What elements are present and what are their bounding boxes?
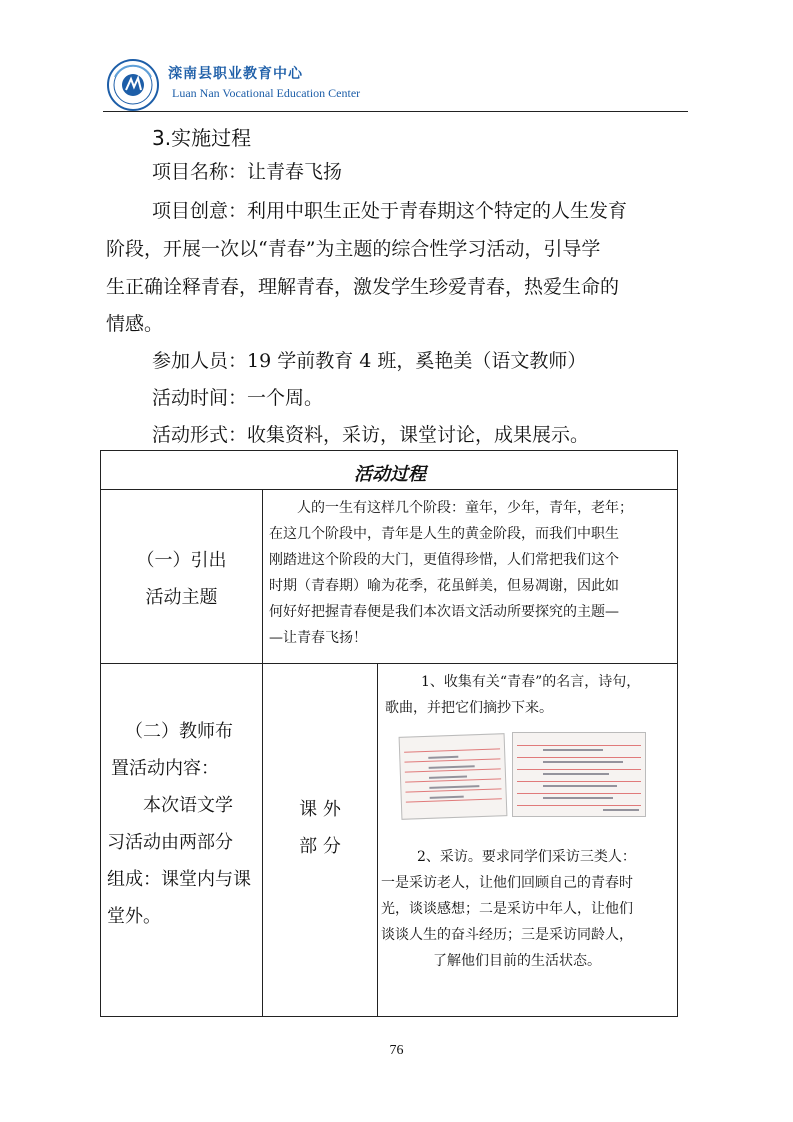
row2-middle-line: 课 外 [299, 799, 341, 820]
table-divider [377, 663, 378, 1016]
page-number: 76 [389, 1043, 404, 1058]
task1-text [385, 669, 675, 721]
activity-time-line: 活动时间：一个周。 [152, 387, 324, 409]
header-divider [103, 111, 688, 112]
intro-line: 何好好把握青春便是我们本次语文活动所要探究的主题— [269, 604, 619, 620]
intro-line: 刚踏进这个阶段的大门，更值得珍惜，人们常把我们这个 [269, 552, 619, 568]
row2-left-line: （二）教师布 [125, 721, 233, 742]
task1-line: 歌曲，并把它们摘抄下来。 [385, 700, 553, 716]
intro-line: —让青春飞扬！ [269, 630, 367, 646]
table-title: 活动过程 [354, 464, 426, 485]
row1-right-cell [269, 495, 673, 651]
task2-line: 了解他们目前的生活状态。 [433, 953, 601, 969]
row1-left-line: 活动主题 [145, 587, 218, 608]
intro-line: 人的一生有这样几个阶段：童年，少年，青年，老年； [297, 500, 633, 516]
handwritten-notes-photo [399, 733, 508, 820]
row2-left-line: 堂外。 [107, 906, 161, 927]
row1-left-cell [101, 542, 262, 616]
handwritten-notes-photo [512, 732, 646, 817]
table-divider [101, 489, 677, 490]
task2-line: 谈谈人生的奋斗经历；三是采访同龄人， [381, 927, 633, 943]
page-header [0, 0, 793, 115]
school-emblem-icon [107, 59, 159, 111]
task2-line: 光，谈谈感想；二是采访中年人，让他们 [381, 901, 633, 917]
section-title: 3.实施过程 [152, 126, 252, 150]
table-divider [262, 489, 263, 1016]
table-divider [101, 663, 677, 664]
organization-name-en: Luan Nan Vocational Education Center [172, 86, 361, 100]
row1-left-line: （一）引出 [136, 550, 227, 571]
organization-name-cn: 滦南县职业教育中心 [168, 66, 303, 82]
row2-left-line: 组成：课堂内与课 [107, 869, 251, 890]
row2-left-line: 置活动内容： [111, 758, 219, 779]
row2-middle-cell [263, 791, 377, 865]
project-name-line: 项目名称：让青春飞扬 [152, 161, 343, 183]
intro-line: 时期（青春期）喻为花季，花虽鲜美，但易凋谢，因此如 [269, 578, 619, 594]
project-idea-line-3: 生正确诠释青春，理解青春，激发学生珍爱青春，热爱生命的 [106, 276, 620, 298]
activity-process-table [100, 450, 678, 1017]
row2-left-cell [107, 713, 257, 935]
row2-middle-line: 部 分 [299, 836, 341, 857]
intro-line: 在这几个阶段中，青年是人生的黄金阶段，而我们中职生 [269, 526, 619, 542]
participants-line: 参加人员：19 学前教育 4 班，奚艳美（语文教师） [152, 350, 587, 372]
task2-line: 一是采访老人，让他们回顾自己的青春时 [381, 875, 633, 891]
activity-form-line: 活动形式：收集资料，采访，课堂讨论，成果展示。 [152, 424, 590, 446]
project-idea-line-1: 项目创意：利用中职生正处于青春期这个特定的人生发育 [152, 200, 628, 222]
task2-text [381, 844, 675, 974]
task1-line: 1、收集有关“青春”的名言，诗句， [421, 674, 641, 690]
project-idea-line-2: 阶段，开展一次以“青春”为主题的综合性学习活动，引导学 [106, 238, 601, 260]
task2-line: 2、采访。要求同学们采访三类人： [417, 849, 636, 865]
row2-left-line: 习活动由两部分 [107, 832, 233, 853]
project-idea-line-4: 情感。 [106, 313, 164, 335]
row2-left-line: 本次语文学 [143, 795, 233, 816]
